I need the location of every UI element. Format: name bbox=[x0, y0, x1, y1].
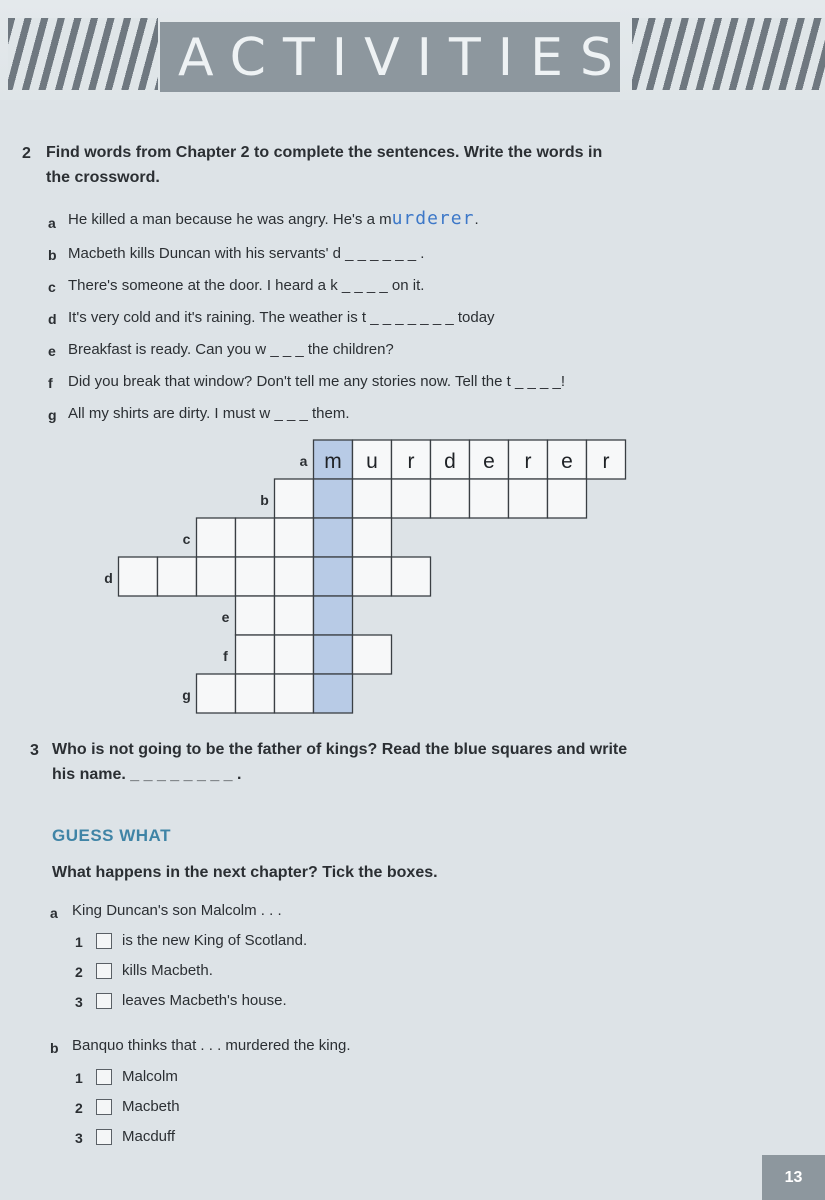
crossword-letter-a-8: r bbox=[602, 450, 610, 473]
crossword-row-label-e: e bbox=[221, 609, 230, 625]
item-f-sentence bbox=[68, 373, 565, 390]
item-e-text: Breakfast is ready. Can you w bbox=[68, 341, 267, 358]
activities-banner bbox=[0, 0, 825, 100]
crossword-letter-a-2: u bbox=[366, 450, 378, 473]
guess-a-option-1-number: 1 bbox=[75, 934, 83, 950]
item-f-blank[interactable]: _ _ _ _ bbox=[515, 373, 561, 390]
crossword-letter-a-5: e bbox=[483, 450, 495, 473]
crossword-cell-d-2[interactable] bbox=[158, 557, 197, 596]
crossword-letter-a-7: e bbox=[561, 450, 573, 473]
question-3-line2-wrap bbox=[52, 762, 627, 787]
item-e-after: the children? bbox=[303, 341, 394, 358]
crossword-row-label-c: c bbox=[182, 531, 191, 547]
crossword-cell-d-4[interactable] bbox=[236, 557, 275, 596]
crossword-cell-a-2[interactable] bbox=[353, 440, 392, 479]
item-b-letter: b bbox=[48, 247, 57, 263]
crossword-cell-f-4[interactable] bbox=[353, 635, 392, 674]
question-2-instruction-line1: Find words from Chapter 2 to complete the sentences. Write the words in bbox=[46, 144, 603, 161]
item-b-after: . bbox=[416, 245, 425, 262]
item-d-text: It's very cold and it's raining. The weather is t bbox=[68, 309, 367, 326]
item-a-letter: a bbox=[48, 215, 56, 231]
item-g-blank[interactable]: _ _ _ bbox=[274, 405, 308, 422]
item-c-letter: c bbox=[48, 279, 56, 295]
guess-b-option-2-number: 2 bbox=[75, 1100, 83, 1116]
question-3-line1: Who is not going to be the father of kings? Read the blue squares and write bbox=[52, 741, 628, 758]
crossword-cell-g-2[interactable] bbox=[236, 674, 275, 713]
guess-b-stem: Banquo thinks that . . . murdered the king. bbox=[72, 1037, 351, 1054]
item-e-sentence bbox=[68, 341, 394, 358]
guess-b-option-1-checkbox[interactable] bbox=[96, 1069, 112, 1085]
item-a-text: He killed a man because he was angry. He's a m bbox=[68, 211, 392, 228]
crossword-cell-e-3[interactable] bbox=[314, 596, 353, 635]
crossword-cell-c-2[interactable] bbox=[236, 518, 275, 557]
crossword-cell-g-1[interactable] bbox=[197, 674, 236, 713]
crossword-cell-b-2[interactable] bbox=[314, 479, 353, 518]
crossword-cell-d-3[interactable] bbox=[197, 557, 236, 596]
crossword-cell-g-4[interactable] bbox=[314, 674, 353, 713]
crossword-row-label-a: a bbox=[299, 453, 308, 469]
crossword-cell-b-5[interactable] bbox=[431, 479, 470, 518]
crossword-cell-c-1[interactable] bbox=[197, 518, 236, 557]
crossword-cell-b-7[interactable] bbox=[509, 479, 548, 518]
question-3-line2: his name. bbox=[52, 766, 126, 783]
crossword-cell-a-3[interactable] bbox=[392, 440, 431, 479]
crossword-cell-d-8[interactable] bbox=[392, 557, 431, 596]
crossword-cell-e-1[interactable] bbox=[236, 596, 275, 635]
item-b-text: Macbeth kills Duncan with his servants' d bbox=[68, 245, 341, 262]
item-g-sentence bbox=[68, 405, 350, 422]
guess-a-option-3-checkbox[interactable] bbox=[96, 993, 112, 1009]
crossword-cell-a-4[interactable] bbox=[431, 440, 470, 479]
crossword-cell-a-6[interactable] bbox=[509, 440, 548, 479]
crossword-row-label-d: d bbox=[104, 570, 113, 586]
crossword-cell-b-6[interactable] bbox=[470, 479, 509, 518]
guess-what-heading: GUESS WHAT bbox=[52, 826, 171, 845]
crossword-row-label-g: g bbox=[182, 687, 191, 703]
item-g-letter: g bbox=[48, 407, 57, 423]
crossword-letter-a-3: r bbox=[407, 450, 415, 473]
banner-stripes-left bbox=[8, 18, 158, 90]
item-a-sentence bbox=[68, 208, 479, 229]
guess-b-option-2-checkbox[interactable] bbox=[96, 1099, 112, 1115]
crossword-cell-a-8[interactable] bbox=[587, 440, 626, 479]
crossword-cell-d-6[interactable] bbox=[314, 557, 353, 596]
crossword-letter-a-6: r bbox=[524, 450, 532, 473]
guess-b-option-3-text: Macduff bbox=[122, 1128, 176, 1145]
page-number: 13 bbox=[762, 1155, 825, 1200]
item-f-letter: f bbox=[48, 375, 53, 391]
crossword-cell-f-2[interactable] bbox=[275, 635, 314, 674]
crossword-cell-b-8[interactable] bbox=[548, 479, 587, 518]
item-d-sentence bbox=[68, 309, 495, 326]
crossword-cell-a-5[interactable] bbox=[470, 440, 509, 479]
item-d-blank[interactable]: _ _ _ _ _ _ _ bbox=[370, 309, 454, 326]
guess-b-option-3-checkbox[interactable] bbox=[96, 1129, 112, 1145]
guess-b-option-3-number: 3 bbox=[75, 1130, 83, 1146]
guess-a-option-2-text: kills Macbeth. bbox=[122, 962, 213, 979]
guess-a-option-1-checkbox[interactable] bbox=[96, 933, 112, 949]
item-e-letter: e bbox=[48, 343, 56, 359]
item-d-after: today bbox=[453, 309, 495, 326]
item-b-sentence bbox=[68, 245, 424, 262]
item-a-answer[interactable]: urderer bbox=[391, 208, 475, 229]
banner-title: ACTIVITIES bbox=[178, 28, 630, 88]
crossword-row-label-f: f bbox=[223, 648, 228, 664]
crossword-letter-a-1: m bbox=[324, 450, 342, 473]
guess-a-option-3-text: leaves Macbeth's house. bbox=[122, 992, 287, 1009]
crossword-cell-d-1[interactable] bbox=[119, 557, 158, 596]
crossword-cell-a-1[interactable] bbox=[314, 440, 353, 479]
question-3-answer-blank[interactable]: _ _ _ _ _ _ _ _ . bbox=[130, 766, 242, 783]
item-c-after: on it. bbox=[387, 277, 425, 294]
question-3-number: 3 bbox=[30, 742, 39, 759]
crossword-cell-d-7[interactable] bbox=[353, 557, 392, 596]
guess-a-option-1-text: is the new King of Scotland. bbox=[122, 932, 308, 949]
question-2-instruction bbox=[46, 140, 602, 190]
item-c-sentence bbox=[68, 277, 424, 294]
crossword-cell-c-3[interactable] bbox=[275, 518, 314, 557]
crossword-cell-d-5[interactable] bbox=[275, 557, 314, 596]
crossword-cell-c-4[interactable] bbox=[314, 518, 353, 557]
item-c-blank[interactable]: _ _ _ _ bbox=[341, 277, 388, 294]
crossword-cell-f-1[interactable] bbox=[236, 635, 275, 674]
guess-b-option-1-text: Malcolm bbox=[122, 1068, 178, 1085]
item-f-text: Did you break that window? Don't tell me any stories now. Tell the t bbox=[68, 373, 511, 390]
guess-a-option-3-number: 3 bbox=[75, 994, 83, 1010]
guess-a-stem: King Duncan's son Malcolm . . . bbox=[72, 902, 282, 919]
guess-b-option-2-text: Macbeth bbox=[122, 1098, 180, 1115]
crossword-cell-c-5[interactable] bbox=[353, 518, 392, 557]
guess-what-question: What happens in the next chapter? Tick the boxes. bbox=[52, 864, 438, 881]
crossword-row-label-b: b bbox=[260, 492, 269, 508]
crossword-cell-b-3[interactable] bbox=[353, 479, 392, 518]
question-2-number: 2 bbox=[22, 145, 31, 162]
crossword-cell-b-4[interactable] bbox=[392, 479, 431, 518]
item-g-after: them. bbox=[307, 405, 350, 422]
crossword-letter-a-4: d bbox=[444, 450, 456, 473]
guess-b-letter: b bbox=[50, 1040, 59, 1056]
guess-a-letter: a bbox=[50, 905, 58, 921]
guess-a-option-2-checkbox[interactable] bbox=[96, 963, 112, 979]
crossword-cell-e-2[interactable] bbox=[275, 596, 314, 635]
crossword-cell-f-3[interactable] bbox=[314, 635, 353, 674]
guess-b-option-1-number: 1 bbox=[75, 1070, 83, 1086]
crossword-cell-b-1[interactable] bbox=[275, 479, 314, 518]
item-a-after: . bbox=[474, 211, 479, 228]
item-e-blank[interactable]: _ _ _ bbox=[270, 341, 304, 358]
crossword-cell-g-3[interactable] bbox=[275, 674, 314, 713]
question-2-instruction-line2: the crossword. bbox=[46, 169, 160, 186]
item-g-text: All my shirts are dirty. I must w bbox=[68, 405, 271, 422]
question-3-text bbox=[52, 737, 627, 787]
item-c-text: There's someone at the door. I heard a k bbox=[68, 277, 338, 294]
item-b-blank[interactable]: _ _ _ _ _ _ bbox=[345, 245, 417, 262]
banner-stripes-right bbox=[632, 18, 825, 90]
item-d-letter: d bbox=[48, 311, 57, 327]
item-f-after: ! bbox=[560, 373, 566, 390]
guess-a-option-2-number: 2 bbox=[75, 964, 83, 980]
crossword-cell-a-7[interactable] bbox=[548, 440, 587, 479]
